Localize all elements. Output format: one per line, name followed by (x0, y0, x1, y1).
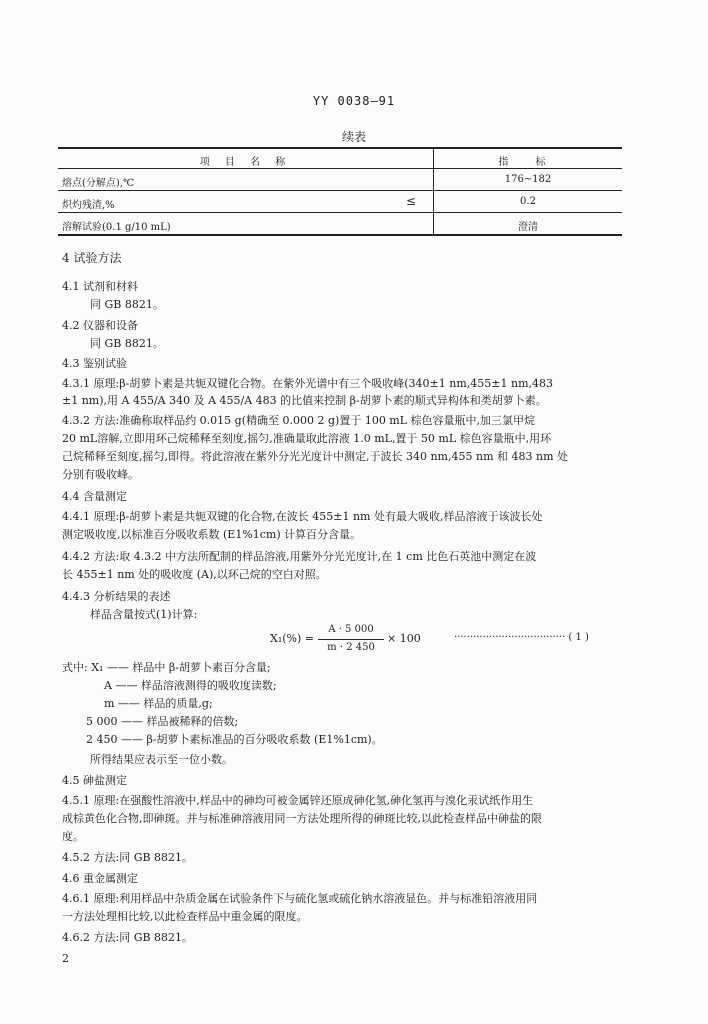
paragraph-line: 长 455±1 nm 处的吸收度 (A),以环己烷的空白对照。 (62, 568, 327, 581)
paragraph-line: 成棕黄色化合物,即砷斑。并与标准砷溶液用同一方法处理所得的砷斑比较,以此检查样品中砷盐的限 (62, 812, 542, 825)
formula-numerator: A · 5 000 (328, 624, 374, 635)
formula-tail: × 100 (387, 632, 421, 645)
section-heading: 4.5 砷盐测定 (62, 774, 127, 787)
where-line: 2 450 —— β-胡萝卜素标准品的百分吸收系数 (E1%1cm)。 (86, 733, 383, 746)
table-header-item: 项 目 名 称 (199, 157, 292, 168)
section-heading: 4.4 含量测定 (62, 490, 127, 503)
table-row-value: 176~182 (504, 174, 552, 185)
formula-lhs: X₁(%) = (270, 632, 314, 645)
document-header: YY 0038—91 (312, 94, 396, 108)
paragraph-line: 4.3.1 原理:β-胡萝卜素是共轭双键化合物。在紫外光谱中有三个吸收峰(340±1 nm,455±1 nm,483 (62, 377, 553, 390)
table-header-spec: 指 标 (498, 157, 558, 168)
paragraph-line: 一方法处理相比较,以此检查样品中重金属的限度。 (62, 910, 308, 923)
table-caption: 续表 (341, 130, 366, 144)
paragraph: 所得结果应表示至一位小数。 (90, 753, 233, 766)
section-heading: 4.4.3 分析结果的表述 (62, 590, 171, 603)
paragraph-line: 4.5.1 原理:在强酸性溶液中,样品中的砷均可被金属锌还原成砷化氢,砷化氢再与溴化汞试纸作用生 (62, 794, 534, 807)
paragraph-line: 4.3.2 方法:准确称取样品约 0.015 g(精确至 0.000 2 g)置于 100 mL 棕色容量瓶中,加三氯甲烷 (62, 414, 536, 427)
where-line: 式中: X₁ —— 样品中 β-胡萝卜素百分含量; (62, 661, 271, 674)
table-row-name: 熔点(分解点),℃ (62, 178, 135, 189)
table-row-value: 澄清 (518, 222, 538, 233)
paragraph-line: 4.4.1 原理:β-胡萝卜素是共轭双键的化合物,在波长 455±1 nm 处有最大吸收,样品溶液于该波长处 (62, 510, 543, 523)
table-row-name: 溶解试验(0.1 g/10 mL) (62, 222, 171, 233)
section-heading: 4.6 重金属测定 (62, 872, 138, 885)
paragraph-line: 己烷稀释至刻度,摇匀,即得。将此溶液在紫外分光光度计中测定,于波长 340 nm,455 nm 和 483 nm 处 (62, 450, 568, 463)
table-row-sign: ≤ (406, 194, 417, 208)
section-heading: 4 试验方法 (62, 251, 122, 265)
where-line: A —— 样品溶液测得的吸收度读数; (104, 679, 277, 692)
section-heading: 4.3 鉴别试验 (62, 357, 127, 370)
paragraph: 同 GB 8821。 (90, 337, 164, 350)
paragraph-line: 20 mL溶解,立即用环己烷稀释至刻度,摇匀,准确量取此溶液 1.0 mL,置于 50 mL 棕色容量瓶中,用环 (62, 432, 552, 445)
page-number: 2 (62, 952, 69, 965)
paragraph-line: 4.5.2 方法:同 GB 8821。 (62, 851, 194, 864)
where-line: m —— 样品的质量,g; (104, 697, 213, 710)
table-row-value: 0.2 (520, 196, 536, 207)
paragraph: 样品含量按式(1)计算: (90, 608, 198, 621)
section-heading: 4.1 试剂和材料 (62, 280, 138, 293)
paragraph-line: 4.6.2 方法:同 GB 8821。 (62, 931, 194, 944)
paragraph-line: 测定吸收度,以标准百分吸收系数 (E1%1cm) 计算百分含量。 (62, 528, 362, 541)
formula-label: ··································· ( 1 ) (454, 632, 589, 643)
section-heading: 4.2 仪器和设备 (62, 319, 138, 332)
paragraph-line: 4.4.2 方法:取 4.3.2 中方法所配制的样品溶液,用紫外分光光度计,在 1 cm 比色石英池中测定在波 (62, 550, 537, 563)
paragraph-line: 4.6.1 原理:利用样品中杂质金属在试验条件下与硫化氢或硫化钠水溶液显色。并与标准铅溶液用同 (62, 892, 538, 905)
table-row-name: 炽灼残渣,% (62, 200, 115, 211)
paragraph-line: 分别有吸收峰。 (62, 468, 139, 481)
formula-denominator: m · 2 450 (327, 642, 375, 653)
paragraph-line: 度。 (62, 830, 84, 843)
paragraph: 同 GB 8821。 (90, 298, 164, 311)
where-line: 5 000 —— 样品被稀释的倍数; (86, 715, 239, 728)
paragraph-line: ±1 nm),用 A 455/A 340 及 A 455/A 483 的比值来控制 β-胡萝卜素的顺式异构体和类胡萝卜素。 (62, 394, 547, 407)
